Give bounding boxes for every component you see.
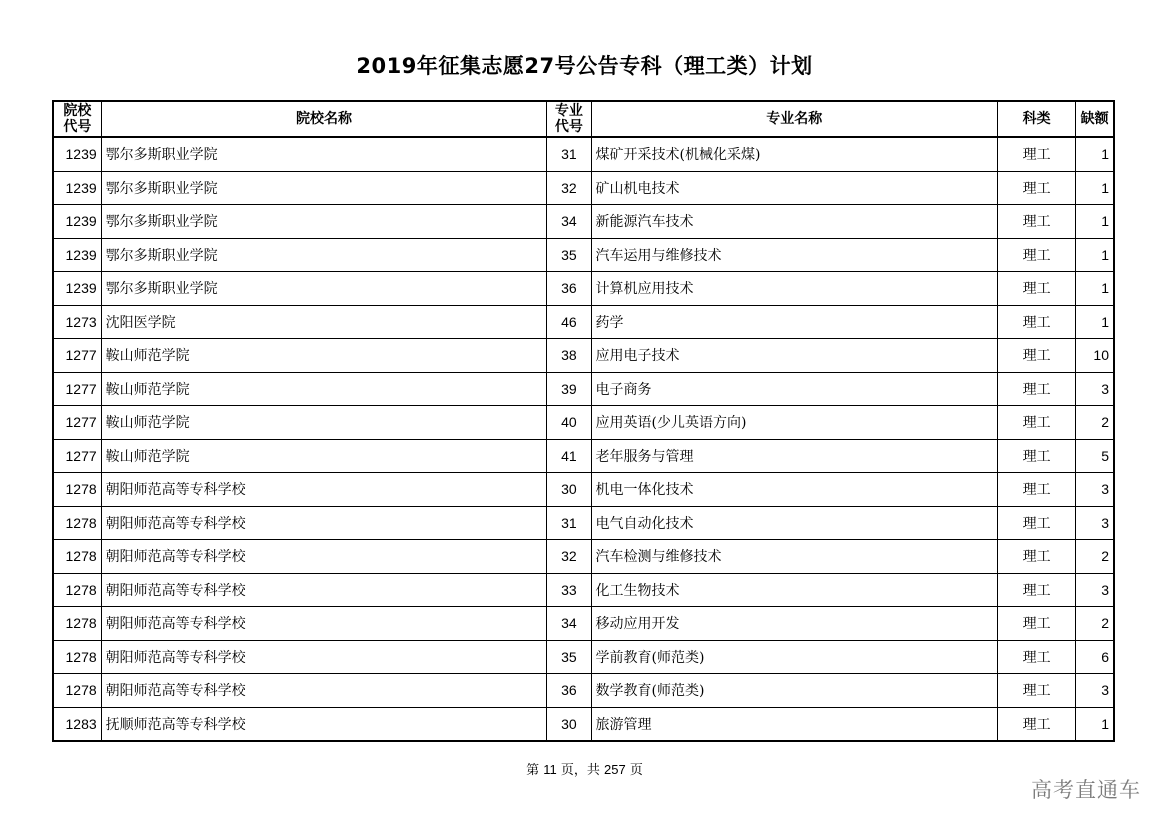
cell-school-name: 鞍山师范学院: [101, 372, 547, 406]
header-major-code: [547, 101, 591, 137]
cell-school-code: 1278: [53, 473, 101, 507]
cell-school-name: 鞍山师范学院: [101, 339, 547, 373]
cell-major-code: 34: [547, 205, 591, 239]
table-row: [53, 171, 1114, 205]
cell-category: 理工: [998, 707, 1076, 741]
cell-major-name: 煤矿开采技术(机械化采煤): [591, 137, 998, 171]
cell-school-code: 1239: [53, 272, 101, 306]
cell-category: 理工: [998, 406, 1076, 440]
cell-major-code: 30: [547, 707, 591, 741]
cell-vacancy: 1: [1076, 205, 1114, 239]
cell-school-code: 1277: [53, 439, 101, 473]
cell-major-name: 新能源汽车技术: [591, 205, 998, 239]
table-row: [53, 607, 1114, 641]
cell-category: 理工: [998, 506, 1076, 540]
cell-major-code: 36: [547, 272, 591, 306]
cell-school-code: 1277: [53, 372, 101, 406]
table-row: [53, 473, 1114, 507]
cell-category: 理工: [998, 272, 1076, 306]
cell-vacancy: 1: [1076, 238, 1114, 272]
cell-major-name: 应用英语(少儿英语方向): [591, 406, 998, 440]
watermark-text: 高考直通车: [1031, 778, 1141, 802]
table-row: [53, 339, 1114, 373]
cell-vacancy: 6: [1076, 640, 1114, 674]
cell-vacancy: 3: [1076, 473, 1114, 507]
cell-major-name: 数学教育(师范类): [591, 674, 998, 708]
cell-school-name: 鄂尔多斯职业学院: [101, 205, 547, 239]
cell-major-code: 32: [547, 540, 591, 574]
cell-major-code: 31: [547, 506, 591, 540]
cell-school-code: 1278: [53, 506, 101, 540]
cell-category: 理工: [998, 305, 1076, 339]
cell-category: 理工: [998, 238, 1076, 272]
table-header: [53, 101, 1114, 137]
table-row: [53, 439, 1114, 473]
cell-major-code: 46: [547, 305, 591, 339]
table-row: [53, 406, 1114, 440]
cell-school-code: 1239: [53, 205, 101, 239]
cell-school-code: 1283: [53, 707, 101, 741]
cell-category: 理工: [998, 573, 1076, 607]
cell-vacancy: 3: [1076, 674, 1114, 708]
cell-vacancy: 1: [1076, 272, 1114, 306]
header-vacancy: 缺额: [1076, 101, 1114, 137]
cell-school-code: 1277: [53, 406, 101, 440]
cell-major-name: 计算机应用技术: [591, 272, 998, 306]
page-footer: [0, 759, 1169, 778]
cell-vacancy: 1: [1076, 707, 1114, 741]
cell-major-code: 41: [547, 439, 591, 473]
table-row: [53, 707, 1114, 741]
header-major-code-line2: 代号: [554, 119, 583, 135]
cell-major-name: 化工生物技术: [591, 573, 998, 607]
cell-major-code: 39: [547, 372, 591, 406]
cell-vacancy: 1: [1076, 305, 1114, 339]
table-row: [53, 506, 1114, 540]
cell-school-code: 1278: [53, 607, 101, 641]
cell-category: 理工: [998, 473, 1076, 507]
cell-major-code: 32: [547, 171, 591, 205]
cell-vacancy: 1: [1076, 137, 1114, 171]
cell-major-code: 40: [547, 406, 591, 440]
page-title: 2019年征集志愿27号公告专科（理工类）计划: [356, 54, 813, 78]
cell-major-code: 36: [547, 674, 591, 708]
cell-major-name: 应用电子技术: [591, 339, 998, 373]
cell-school-name: 朝阳师范高等专科学校: [101, 674, 547, 708]
footer-middle: 页，共: [556, 763, 605, 778]
header-major-name: 专业名称: [591, 101, 998, 137]
cell-school-name: 沈阳医学院: [101, 305, 547, 339]
cell-major-code: 34: [547, 607, 591, 641]
table-row: [53, 372, 1114, 406]
table-body: [53, 137, 1114, 741]
cell-major-name: 电子商务: [591, 372, 998, 406]
cell-major-code: 35: [547, 640, 591, 674]
cell-major-name: 矿山机电技术: [591, 171, 998, 205]
cell-major-name: 汽车运用与维修技术: [591, 238, 998, 272]
cell-category: 理工: [998, 674, 1076, 708]
header-school-code: [53, 101, 101, 137]
cell-category: 理工: [998, 372, 1076, 406]
cell-school-code: 1278: [53, 540, 101, 574]
footer-prefix: 第: [526, 763, 544, 778]
cell-vacancy: 2: [1076, 406, 1114, 440]
cell-vacancy: 2: [1076, 540, 1114, 574]
cell-school-name: 朝阳师范高等专科学校: [101, 573, 547, 607]
cell-major-name: 移动应用开发: [591, 607, 998, 641]
header-major-code-line1: 专业: [554, 103, 583, 119]
table-row: [53, 238, 1114, 272]
cell-category: 理工: [998, 439, 1076, 473]
cell-school-name: 朝阳师范高等专科学校: [101, 607, 547, 641]
cell-category: 理工: [998, 171, 1076, 205]
cell-vacancy: 3: [1076, 573, 1114, 607]
table-row: [53, 137, 1114, 171]
cell-major-code: 35: [547, 238, 591, 272]
cell-vacancy: 3: [1076, 372, 1114, 406]
cell-school-name: 鄂尔多斯职业学院: [101, 238, 547, 272]
cell-school-name: 鄂尔多斯职业学院: [101, 171, 547, 205]
cell-major-code: 33: [547, 573, 591, 607]
cell-category: 理工: [998, 540, 1076, 574]
cell-major-name: 学前教育(师范类): [591, 640, 998, 674]
cell-school-name: 抚顺师范高等专科学校: [101, 707, 547, 741]
cell-vacancy: 1: [1076, 171, 1114, 205]
footer-total-pages: 257: [604, 762, 626, 777]
cell-school-name: 鄂尔多斯职业学院: [101, 272, 547, 306]
table-row: [53, 640, 1114, 674]
enrollment-table: [52, 100, 1115, 742]
header-school-code-line1: 院校: [63, 103, 92, 119]
cell-major-name: 汽车检测与维修技术: [591, 540, 998, 574]
cell-school-name: 朝阳师范高等专科学校: [101, 506, 547, 540]
cell-major-name: 药学: [591, 305, 998, 339]
cell-school-name: 朝阳师范高等专科学校: [101, 473, 547, 507]
cell-vacancy: 5: [1076, 439, 1114, 473]
cell-major-code: 30: [547, 473, 591, 507]
cell-major-name: 机电一体化技术: [591, 473, 998, 507]
cell-major-name: 电气自动化技术: [591, 506, 998, 540]
cell-vacancy: 3: [1076, 506, 1114, 540]
cell-school-code: 1277: [53, 339, 101, 373]
cell-school-code: 1278: [53, 674, 101, 708]
cell-school-code: 1278: [53, 640, 101, 674]
footer-page-number: 11: [543, 762, 557, 777]
cell-vacancy: 2: [1076, 607, 1114, 641]
table-row: [53, 305, 1114, 339]
cell-category: 理工: [998, 640, 1076, 674]
cell-school-name: 朝阳师范高等专科学校: [101, 540, 547, 574]
cell-school-name: 鄂尔多斯职业学院: [101, 137, 547, 171]
cell-category: 理工: [998, 137, 1076, 171]
cell-category: 理工: [998, 607, 1076, 641]
cell-school-name: 鞍山师范学院: [101, 406, 547, 440]
table-row: [53, 540, 1114, 574]
cell-school-code: 1273: [53, 305, 101, 339]
cell-school-code: 1239: [53, 171, 101, 205]
cell-school-name: 朝阳师范高等专科学校: [101, 640, 547, 674]
cell-major-code: 38: [547, 339, 591, 373]
header-school-name: 院校名称: [101, 101, 547, 137]
cell-school-name: 鞍山师范学院: [101, 439, 547, 473]
header-school-code-line2: 代号: [63, 119, 92, 135]
cell-category: 理工: [998, 339, 1076, 373]
cell-school-code: 1278: [53, 573, 101, 607]
header-category: 科类: [998, 101, 1076, 137]
cell-school-code: 1239: [53, 137, 101, 171]
table-row: [53, 573, 1114, 607]
cell-major-name: 旅游管理: [591, 707, 998, 741]
cell-vacancy: 10: [1076, 339, 1114, 373]
footer-suffix: 页: [625, 763, 643, 778]
cell-major-code: 31: [547, 137, 591, 171]
table-row: [53, 205, 1114, 239]
table-row: [53, 674, 1114, 708]
cell-school-code: 1239: [53, 238, 101, 272]
cell-major-name: 老年服务与管理: [591, 439, 998, 473]
cell-category: 理工: [998, 205, 1076, 239]
table-row: [53, 272, 1114, 306]
